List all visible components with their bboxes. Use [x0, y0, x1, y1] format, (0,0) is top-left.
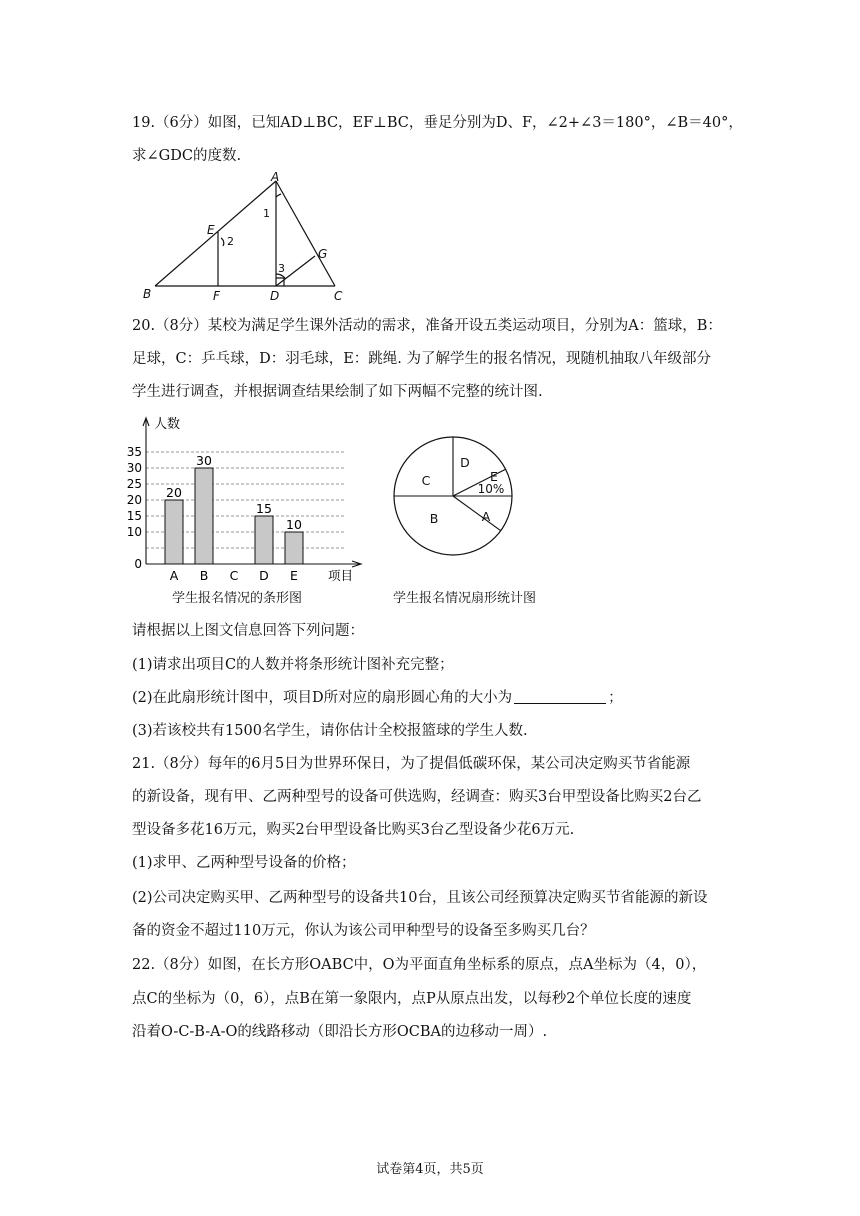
label-g: G [318, 247, 328, 261]
label-d: D [270, 289, 280, 303]
q22-line2: 点C的坐标为（0，6），点B在第一象限内，点P从原点出发，以每秒2个单位长度的速度 [132, 991, 692, 1007]
q20-sub1: (1)请求出项目C的人数并将条形统计图补充完整； [132, 657, 454, 673]
q21-line2: 的新设备，现有甲、乙两种型号的设备可供选购，经调查：购买3台甲型设备比购买2台乙 [132, 789, 702, 805]
angle-1-arc [276, 194, 281, 197]
q20-line1: 20.（8分）某校为满足学生课外活动的需求，准备开设五类运动项目，分别为A：篮球，B： [132, 318, 722, 334]
y-tick-label: 35 [126, 445, 142, 459]
bar-D [255, 516, 273, 564]
label-b: B [143, 287, 152, 301]
q19-line1: 19.（6分）如图，已知AD⊥BC，EF⊥BC，垂足分别为D、F，∠2+∠3＝180°，∠B＝40°， [132, 115, 743, 131]
label-a: A [271, 172, 280, 184]
x-tick-label: B [199, 568, 209, 583]
label-angle-2: 2 [227, 235, 234, 248]
pie-chart [390, 433, 516, 559]
pie-label-E: E [490, 469, 498, 484]
label-angle-1: 1 [263, 207, 270, 220]
q20-line3: 学生进行调查，并根据调查结果绘制了如下两幅不完整的统计图. [132, 384, 543, 400]
label-c: C [334, 289, 343, 303]
q22-line1: 22.（8分）如图，在长方形OABC中，O为平面直角坐标系的原点，点A坐标为（4，0）， [132, 957, 707, 973]
angle-2-arc [221, 238, 224, 246]
q19-geometry-figure [135, 172, 355, 304]
x-tick-label: E [290, 568, 298, 583]
q20-line2: 足球，C：乒乓球，D：羽毛球，E：跳绳. 为了解学生的报名情况，现随机抽取八年级部分 [132, 351, 712, 367]
q21-sub2a: (2)公司决定购买甲、乙两种型号的设备共10台，且该公司经预算决定购买节省能源的新设 [132, 890, 708, 906]
q21-sub1: (1)求甲、乙两种型号设备的价格； [132, 855, 356, 871]
bar-chart-yticks [127, 445, 142, 571]
pie-label-D: D [460, 455, 470, 470]
bar-chart [120, 410, 370, 586]
line-ba [155, 181, 276, 286]
pie-caption: 学生报名情况扇形统计图 [393, 591, 537, 606]
q21-line3: 型设备多花16万元，购买2台甲型设备比购买3台乙型设备少花6万元. [132, 822, 575, 838]
bar-value-label: 15 [256, 501, 272, 516]
pie-label-C: C [421, 473, 431, 488]
bar-xlabel: 项目 [328, 568, 354, 583]
q20-sub3: (3)若该校共有1500名学生，请你估计全校报篮球的学生人数. [132, 723, 528, 739]
bar-caption: 学生报名情况的条形图 [172, 591, 303, 606]
page-footer: 试卷第4页，共5页 [376, 1162, 484, 1177]
y-tick-label: 15 [126, 509, 142, 523]
pie-percent-label: 10% [477, 482, 505, 496]
q21-line1: 21.（8分）每年的6月5日为世界环保日，为了提倡低碳环保，某公司决定购买节省能源 [132, 756, 691, 772]
label-e: E [207, 223, 215, 237]
q20-sub2-end: ； [608, 690, 623, 706]
answer-blank [514, 689, 606, 704]
q22-line3: 沿着O-C-B-A-O的线路移动（即沿长方形OCBA的边移动一周）. [132, 1024, 548, 1040]
x-tick-label: A [169, 568, 179, 583]
y-tick-label: 25 [126, 477, 142, 491]
pie-label-A: A [481, 509, 491, 524]
label-f: F [213, 289, 220, 303]
bar-chart-bars [165, 453, 303, 564]
bar-E [285, 532, 303, 564]
bar-value-label: 20 [166, 485, 182, 500]
pie-label-B: B [429, 511, 439, 526]
x-tick-label: D [259, 568, 269, 583]
bar-value-label: 10 [286, 517, 302, 532]
y-tick-label: 0 [134, 557, 142, 571]
q20-sub2 [132, 688, 623, 708]
bar-chart-xticks [170, 568, 298, 583]
x-tick-label: C [229, 568, 239, 583]
bar-B [195, 468, 213, 564]
y-tick-label: 20 [126, 493, 142, 507]
label-angle-3: 3 [278, 262, 285, 275]
y-tick-label: 10 [126, 525, 142, 539]
q21-sub2b: 备的资金不超过110万元，你认为该公司甲种型号的设备至多购买几台？ [132, 923, 595, 939]
q20-sub2-text: (2)在此扇形统计图中，项目D所对应的扇形圆心角的大小为 [132, 690, 513, 706]
y-tick-label: 30 [126, 461, 142, 475]
q20-intro: 请根据以上图文信息回答下列问题： [132, 623, 364, 639]
q19-line2: 求∠GDC的度数. [132, 148, 242, 164]
bar-value-label: 30 [196, 453, 212, 468]
bar-A [165, 500, 183, 564]
bar-ylabel: 人数 [154, 417, 181, 432]
